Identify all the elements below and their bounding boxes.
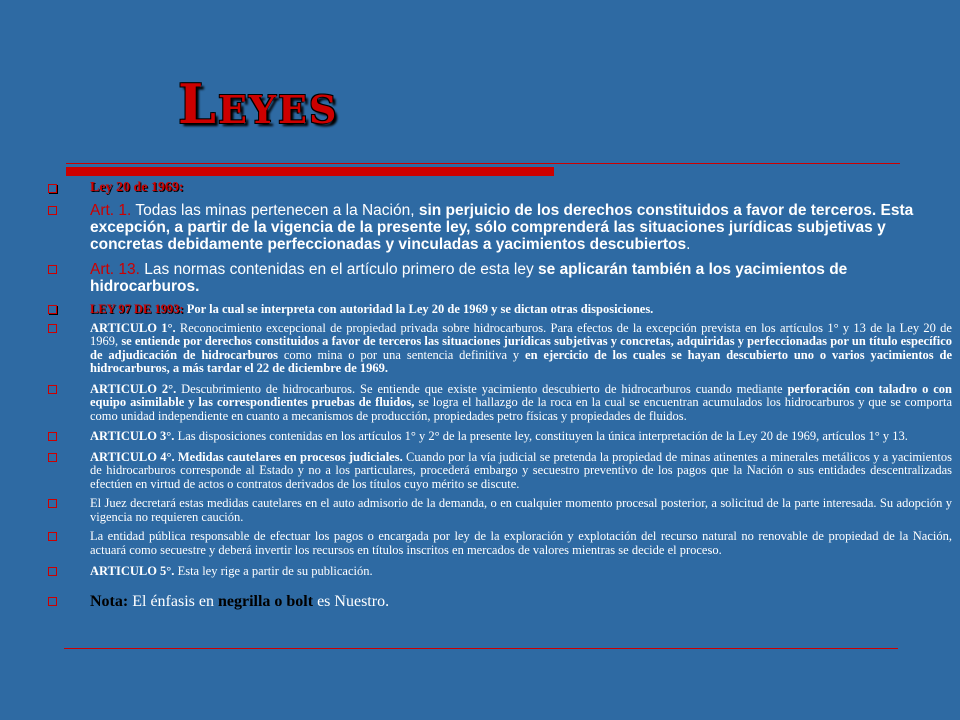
square-bullet-icon [48,597,57,606]
ley20-art13-item [48,261,952,295]
title-underline-thick [66,167,554,176]
square-bullet-icon [48,305,57,314]
ley97-juez-item [48,497,952,524]
ley97-art5-label: ARTICULO 5°. [90,564,175,578]
title-underline-thin [66,163,900,164]
nota-text: El énfasis en [128,592,218,610]
art13-bold-text: se aplicarán también a los yacimientos de hidrocarburos. [90,261,848,295]
ley97-heading: LEY 97 DE 1993: [90,302,184,316]
square-bullet-icon [48,184,57,193]
ley97-entidad-item [48,530,952,557]
ley97-art1-label: ARTICULO 1°. [90,320,176,335]
ley97-art2-label: ARTICULO 2°. [90,381,177,396]
ley97-juez-text: El Juez decretará estas medidas cautelares en el auto admisorio de la demanda, o en cualquier momento procesal posterior, a solicitud de la parte interesada. Su adopción y vigencia no requieren caución. [90,496,952,524]
ley97-art3-item [48,430,952,444]
square-bullet-icon [48,265,57,274]
ley97-art2-text: Descubrimiento de hidrocarburos. Se entiende que existe yacimiento descubierto de hidrocarburos cuando mediante [176,381,788,396]
ley97-art1-text: Reconocimiento excepcional de propiedad privada sobre hidrocarburos. Para efectos de la excepción prevista en los artículos 1° y 13 de la Ley 20 de 1969, [90,320,952,348]
ley97-description: Por la cual se interpreta con autoridad la Ley 20 de 1969 y se dictan otras disposiciones. [183,302,654,316]
ley97-art5-text: Esta ley rige a partir de su publicación. [174,564,373,578]
ley97-art1-text2: como mina o por una sentencia definitiva y [277,347,526,362]
slide-content [48,180,952,611]
ley97-art3-label: ARTICULO 3°. [90,429,175,443]
square-bullet-icon [48,324,57,333]
ley97-heading-item [48,303,952,317]
ley97-art5-item [48,565,952,579]
art13-label: Art. 13. [90,261,140,278]
nota-item [48,593,952,611]
bottom-divider [64,648,898,649]
ley97-art4-label: ARTICULO 4°. Medidas cautelares en procesos judiciales. [90,449,403,464]
art1-text: Todas las minas pertenecen a la Nación, [131,202,419,219]
ley97-art1-bold2: en ejercicio de los cuales se hayan descubierto uno o varios yacimientos de hidrocarburos, a más tardar el 22 de diciembre de 1969. [90,347,952,375]
ley20-heading: Ley 20 de 1969: [90,180,184,195]
ley20-heading-item [48,180,952,196]
square-bullet-icon [48,385,57,394]
ley97-art2-item [48,383,952,424]
ley97-art1-bold1: se entiende por derechos constituidos a favor de terceros las situaciones jurídicas subjetivas y concretas, adquiridas y perfeccionadas por un título específico de adjudicación de hidrocarburos [90,334,953,362]
square-bullet-icon [48,453,57,462]
nota-end: es Nuestro. [313,592,390,610]
nota-bold: negrilla o bolt [217,592,314,610]
ley97-art3-text: Las disposiciones contenidas en los artículos 1° y 2° de la presente ley, constituyen la única interpretación de la Ley 20 de 1969, artículos 1° y 13. [174,429,908,443]
art13-text: Las normas contenidas en el artículo primero de esta ley [139,261,539,278]
square-bullet-icon [48,206,57,215]
ley97-art1-item [48,322,952,376]
square-bullet-icon [48,432,57,441]
ley97-art4-item [48,451,952,492]
slide-title: Leyes [178,72,339,136]
ley20-art1-item [48,202,952,253]
nota-label: Nota: [90,592,129,610]
square-bullet-icon [48,532,57,541]
art1-label: Art. 1. [90,202,132,219]
art1-bold-text: sin perjuicio de los derechos constituidos a favor de terceros. Esta excepción, a partir de la vigencia de la presente ley, sólo comprenderá las situaciones jurídicas subjetivas y concretas debidamente perfeccionadas y vinculadas a yacimientos descubiertos [90,202,914,253]
square-bullet-icon [48,499,57,508]
ley97-art2-bold: perforación con taladro o con equipo asimilable y las correspondientes pruebas de fluidos, [90,381,952,409]
ley97-art2-text2: se logra el hallazgo de la roca en la cual se encuentran acumulados los hidrocarburos y que se comporta como unidad independiente en cuanto a mecanismos de producción, propiedades petro físicas y propiedades de fluidos. [90,395,952,423]
ley97-entidad-text: La entidad pública responsable de efectuar los pagos o encargada por ley de la exploración y explotación del recurso natural no renovable de propiedad de la Nación, actuará como secuestre y deberá invertir los recursos en títulos inscritos en mercados de valores mientras se decide el proceso. [90,529,952,557]
ley97-art4-text: Cuando por la vía judicial se pretenda la propiedad de minas atinentes a minerales metálicos y a yacimientos de hidrocarburos corresponde al Estado y no a los particulares, procederá embargo y secuestro preventivo de los pagos que la Nación o sus entidades descentralizadas efectúen en virtud de actos o contratos derivados de los títulos cuyo mérito se discute. [90,449,952,491]
square-bullet-icon [48,567,57,576]
art1-end: . [686,236,691,253]
